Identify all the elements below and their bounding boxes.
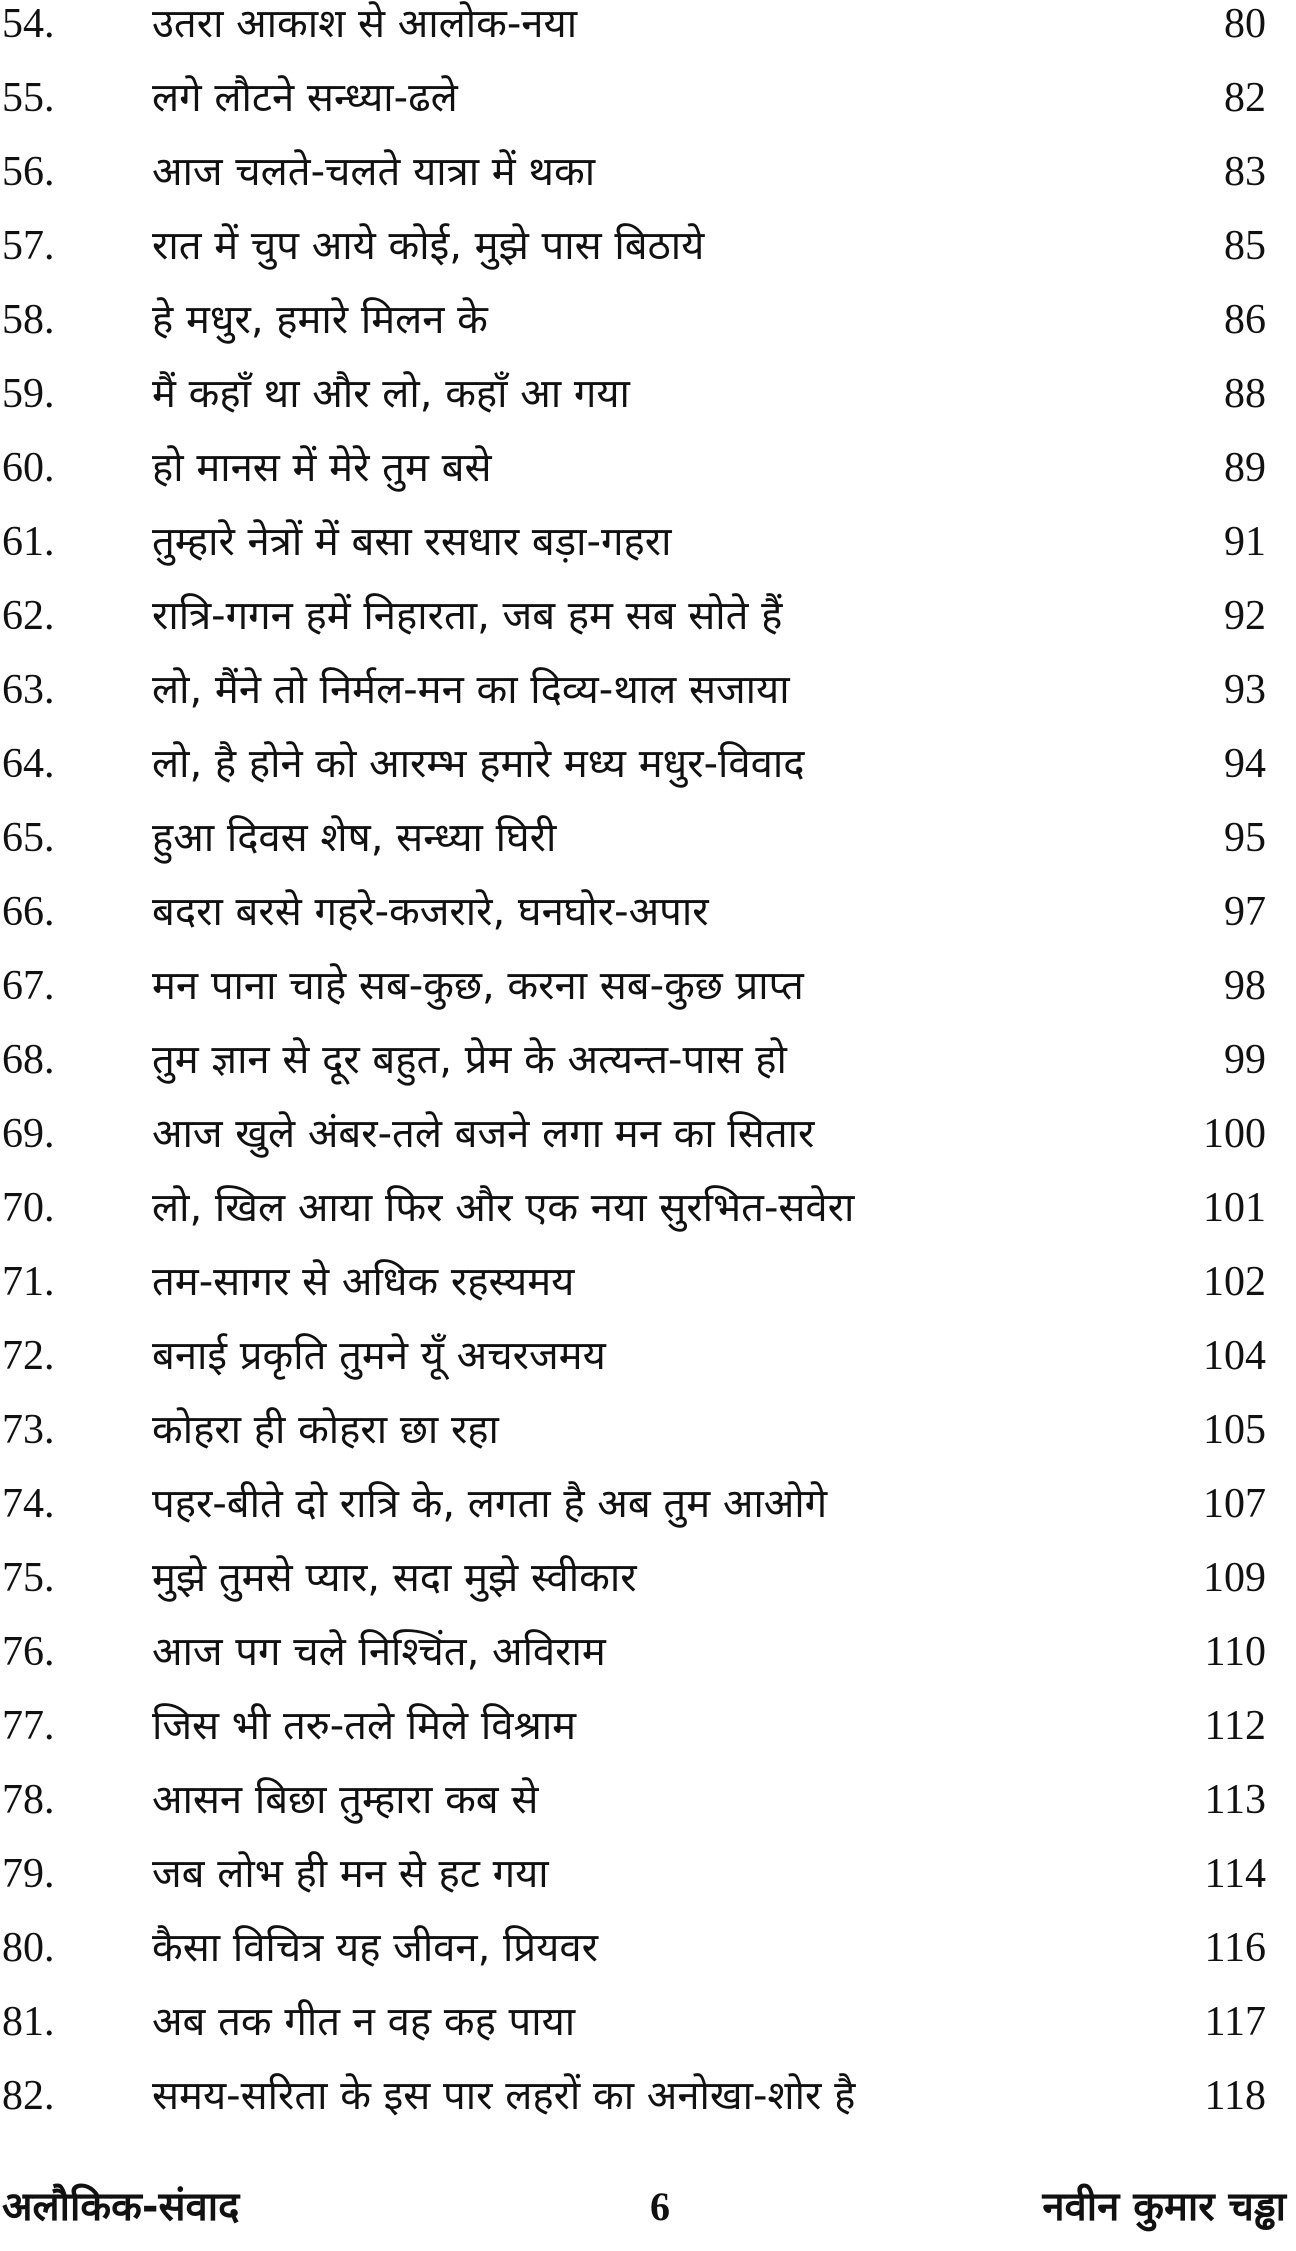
toc-row: [0, 357, 1296, 431]
toc-number: 65.: [2, 815, 55, 861]
toc-page-number: 95: [1224, 815, 1266, 861]
toc-number: 63.: [2, 667, 55, 713]
toc-row: [0, 1837, 1296, 1911]
toc-page-number: 117: [1204, 1999, 1266, 2045]
toc-number: 82.: [2, 2073, 55, 2119]
toc-row: [0, 1171, 1296, 1245]
toc-title: आज चलते-चलते यात्रा में थका: [152, 149, 596, 195]
footer-book-title: अलौकिक-संवाद: [2, 2184, 240, 2230]
toc-row: [0, 0, 1296, 61]
toc-row: [0, 801, 1296, 875]
toc-title: तम-सागर से अधिक रहस्यमय: [152, 1259, 575, 1305]
toc-row: [0, 1393, 1296, 1467]
toc-row: [0, 1245, 1296, 1319]
toc-title: जब लोभ ही मन से हट गया: [152, 1851, 549, 1897]
toc-number: 80.: [2, 1925, 55, 1971]
toc-page-number: 110: [1204, 1629, 1266, 1675]
toc-row: [0, 727, 1296, 801]
toc-title: समय-सरिता के इस पार लहरों का अनोखा-शोर है: [152, 2073, 856, 2119]
toc-row: [0, 949, 1296, 1023]
toc-title: आज पग चले निश्चिंत, अविराम: [152, 1629, 606, 1675]
toc-number: 76.: [2, 1629, 55, 1675]
toc-title: आसन बिछा तुम्हारा कब से: [152, 1777, 539, 1823]
toc-number: 69.: [2, 1111, 55, 1157]
toc-title: बदरा बरसे गहरे-कजरारे, घनघोर-अपार: [152, 889, 709, 935]
toc-title: कोहरा ही कोहरा छा रहा: [152, 1407, 499, 1453]
toc-number: 71.: [2, 1259, 55, 1305]
toc-page-number: 82: [1224, 75, 1266, 121]
toc-row: [0, 505, 1296, 579]
toc-number: 60.: [2, 445, 55, 491]
footer-author-name: नवीन कुमार चड्ढा: [1042, 2184, 1286, 2230]
toc-number: 56.: [2, 149, 55, 195]
toc-row: [0, 1023, 1296, 1097]
toc-row: [0, 1763, 1296, 1837]
toc-row: [0, 1911, 1296, 1985]
toc-page-number: 113: [1204, 1777, 1266, 1823]
footer-page-number: 6: [650, 2184, 670, 2229]
toc-title: रात में चुप आये कोई, मुझे पास बिठाये: [152, 223, 705, 269]
toc-number: 68.: [2, 1037, 55, 1083]
toc-title: अब तक गीत न वह कह पाया: [152, 1999, 576, 2045]
toc-number: 81.: [2, 1999, 55, 2045]
toc-page-number: 83: [1224, 149, 1266, 195]
toc-row: [0, 283, 1296, 357]
toc-number: 72.: [2, 1333, 55, 1379]
page-footer: [0, 2172, 1296, 2242]
toc-page-number: 118: [1204, 2073, 1266, 2119]
toc-title: तुम्हारे नेत्रों में बसा रसधार बड़ा-गहरा: [152, 519, 672, 565]
toc-title: तुम ज्ञान से दूर बहुत, प्रेम के अत्यन्त-पास हो: [152, 1037, 787, 1083]
toc-page-number: 93: [1224, 667, 1266, 713]
toc-page-number: 107: [1203, 1481, 1266, 1527]
toc-title: लो, खिल आया फिर और एक नया सुरभित-सवेरा: [152, 1185, 855, 1231]
toc-number: 61.: [2, 519, 55, 565]
toc-row: [0, 61, 1296, 135]
toc-row: [0, 653, 1296, 727]
toc-title: हे मधुर, हमारे मिलन के: [152, 297, 488, 343]
toc-number: 59.: [2, 371, 55, 417]
toc-page-number: 114: [1204, 1851, 1266, 1897]
toc-row: [0, 2059, 1296, 2133]
toc-number: 58.: [2, 297, 55, 343]
toc-page-number: 100: [1203, 1111, 1266, 1157]
toc-title: मन पाना चाहे सब-कुछ, करना सब-कुछ प्राप्त: [152, 963, 804, 1009]
toc-title: पहर-बीते दो रात्रि के, लगता है अब तुम आओगे: [152, 1481, 828, 1527]
toc-title: हुआ दिवस शेष, सन्ध्या घिरी: [152, 815, 557, 861]
toc-row: [0, 875, 1296, 949]
toc-page-number: 89: [1224, 445, 1266, 491]
toc-page-number: 112: [1204, 1703, 1266, 1749]
toc-title: मैं कहाँ था और लो, कहाँ आ गया: [152, 371, 630, 417]
toc-row: [0, 1541, 1296, 1615]
toc-page-number: 88: [1224, 371, 1266, 417]
toc-page-number: 94: [1224, 741, 1266, 787]
toc-page-number: 80: [1224, 1, 1266, 47]
toc-row: [0, 1689, 1296, 1763]
toc-page-number: 85: [1224, 223, 1266, 269]
toc-title: उतरा आकाश से आलोक-नया: [152, 1, 578, 47]
toc-row: [0, 209, 1296, 283]
toc-page-number: 92: [1224, 593, 1266, 639]
toc-page-number: 86: [1224, 297, 1266, 343]
toc-row: [0, 1319, 1296, 1393]
toc-number: 57.: [2, 223, 55, 269]
toc-page-number: 104: [1203, 1333, 1266, 1379]
toc-title: बनाई प्रकृति तुमने यूँ अचरजमय: [152, 1333, 606, 1379]
toc-title: लो, है होने को आरम्भ हमारे मध्य मधुर-विवाद: [152, 741, 805, 787]
toc-number: 77.: [2, 1703, 55, 1749]
toc-row: [0, 1467, 1296, 1541]
toc-page-number: 99: [1224, 1037, 1266, 1083]
toc-row: [0, 1615, 1296, 1689]
toc-page-number: 97: [1224, 889, 1266, 935]
toc-row: [0, 1985, 1296, 2059]
toc-title: हो मानस में मेरे तुम बसे: [152, 445, 492, 491]
toc-title: आज खुले अंबर-तले बजने लगा मन का सितार: [152, 1111, 815, 1157]
toc-number: 79.: [2, 1851, 55, 1897]
toc-number: 73.: [2, 1407, 55, 1453]
toc-number: 62.: [2, 593, 55, 639]
toc-number: 78.: [2, 1777, 55, 1823]
toc-page-number: 91: [1224, 519, 1266, 565]
toc-page-number: 102: [1203, 1259, 1266, 1305]
toc-row: [0, 579, 1296, 653]
toc-number: 67.: [2, 963, 55, 1009]
toc-title: लो, मैंने तो निर्मल-मन का दिव्य-थाल सजाया: [152, 667, 790, 713]
toc-title: कैसा विचित्र यह जीवन, प्रियवर: [152, 1925, 598, 1971]
toc-number: 75.: [2, 1555, 55, 1601]
toc-title: जिस भी तरु-तले मिले विश्राम: [152, 1703, 577, 1749]
toc-page-number: 98: [1224, 963, 1266, 1009]
toc-row: [0, 135, 1296, 209]
toc-number: 70.: [2, 1185, 55, 1231]
toc-page-number: 105: [1203, 1407, 1266, 1453]
toc-number: 74.: [2, 1481, 55, 1527]
toc-title: लगे लौटने सन्ध्या-ढले: [152, 75, 458, 121]
toc-page-number: 109: [1203, 1555, 1266, 1601]
toc-page-number: 116: [1204, 1925, 1266, 1971]
toc-number: 54.: [2, 1, 55, 47]
toc-row: [0, 1097, 1296, 1171]
toc-number: 55.: [2, 75, 55, 121]
toc-title: मुझे तुमसे प्यार, सदा मुझे स्वीकार: [152, 1555, 637, 1601]
toc-number: 66.: [2, 889, 55, 935]
toc-number: 64.: [2, 741, 55, 787]
toc-page-number: 101: [1203, 1185, 1266, 1231]
toc-title: रात्रि-गगन हमें निहारता, जब हम सब सोते हैं: [152, 593, 783, 639]
toc-row: [0, 431, 1296, 505]
